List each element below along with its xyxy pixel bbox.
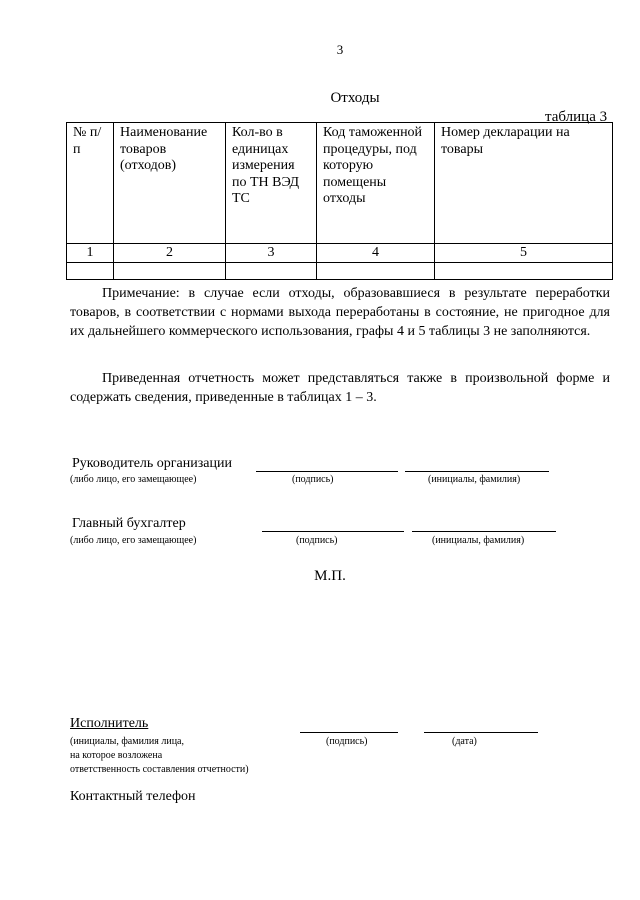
column-number-row [67, 244, 613, 263]
accountant-signature-caption: (подпись) [296, 535, 338, 546]
accountant-sub-label: (либо лицо, его замещающее) [70, 535, 197, 546]
header-cell-name: Наименование товаров (отходов) [114, 123, 226, 244]
waste-table [66, 122, 613, 280]
accountant-label: Главный бухгалтер [72, 516, 186, 531]
table-cell [67, 263, 114, 280]
header-cell-quantity: Кол-во в единицах измерения по ТН ВЭД ТС [226, 123, 317, 244]
head-signature-line [256, 471, 398, 472]
stamp-label: М.П. [314, 568, 346, 584]
table-header-row [67, 123, 613, 244]
column-number: 3 [226, 244, 317, 263]
table-cell [114, 263, 226, 280]
info-paragraph: Приведенная отчетность может представляться также в произвольной форме и содержать сведения, приведенные в таблицах 1 – 3. [70, 371, 610, 405]
column-number: 1 [67, 244, 114, 263]
table-cell [435, 263, 613, 280]
page-title: Отходы [330, 90, 380, 106]
contact-phone-label: Контактный телефон [70, 789, 196, 804]
executor-sub-line-1: (инициалы, фамилия лица, [70, 736, 184, 747]
executor-date-line [424, 732, 538, 733]
column-number: 5 [435, 244, 613, 263]
head-name-line [405, 471, 549, 472]
executor-signature-caption: (подпись) [326, 736, 368, 747]
accountant-name-caption: (инициалы, фамилия) [432, 535, 525, 546]
header-cell-declaration-number: Номер декларации на товары [435, 123, 613, 244]
column-number: 2 [114, 244, 226, 263]
head-signature-caption: (подпись) [292, 474, 334, 485]
table-cell [317, 263, 435, 280]
column-number: 4 [317, 244, 435, 263]
accountant-name-line [412, 531, 556, 532]
page-number: 3 [336, 42, 344, 57]
table-label: таблица 3 [545, 109, 608, 125]
head-label: Руководитель организации [72, 456, 232, 471]
head-sub-label: (либо лицо, его замещающее) [70, 474, 197, 485]
table-cell [226, 263, 317, 280]
empty-data-row [67, 263, 613, 280]
note-text: Примечание: в случае если отходы, образовавшиеся в результате переработки товаров, в соответствии с нормами выхода переработаны в состояние, не пригодное для их дальнейшего коммерческого использования, графы 4 и 5 таблицы 3 не заполняются. [70, 286, 610, 339]
executor-sub-line-2: на которое возложена [70, 750, 163, 761]
executor-label: Исполнитель [70, 716, 149, 731]
header-cell-procedure-code: Код таможенной процедуры, под которую помещены отходы [317, 123, 435, 244]
executor-date-caption: (дата) [452, 736, 477, 747]
paragraph-block [70, 369, 610, 407]
accountant-signature-line [262, 531, 404, 532]
header-cell-number: № п/п [67, 123, 114, 244]
note-block [70, 284, 610, 341]
executor-sub-line-3: ответственность составления отчетности) [70, 764, 249, 775]
head-name-caption: (инициалы, фамилия) [428, 474, 521, 485]
executor-signature-line [300, 732, 398, 733]
